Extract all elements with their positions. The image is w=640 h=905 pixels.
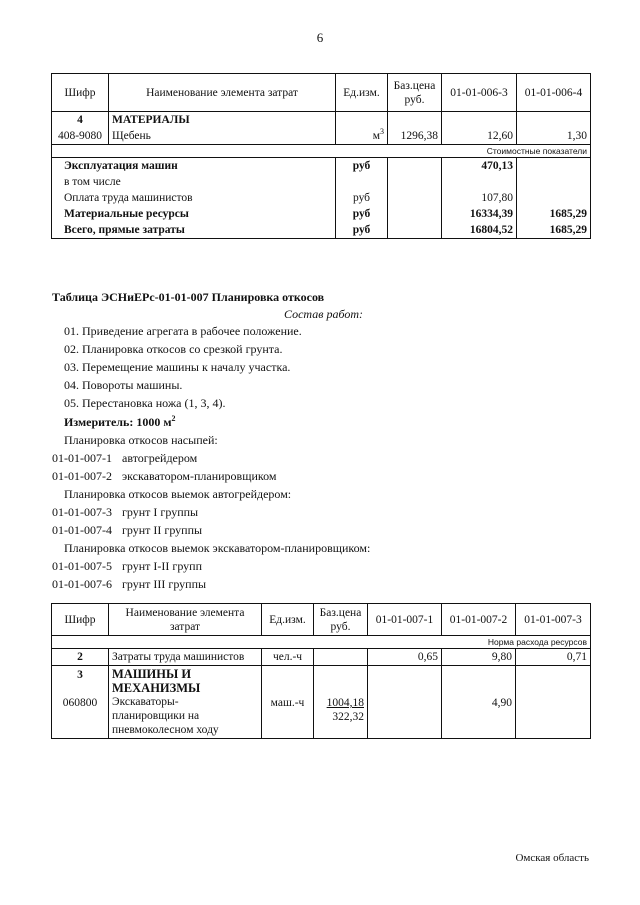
measurement-sup: 2	[171, 414, 176, 423]
header-col1: 01-01-007-1	[368, 604, 442, 636]
table-row	[52, 649, 591, 666]
list-item	[52, 521, 202, 539]
list-item	[52, 467, 276, 485]
resource-table-1	[51, 73, 591, 239]
table-row	[52, 128, 591, 145]
table-row	[52, 222, 591, 239]
cost-row-value-2	[517, 158, 591, 175]
table-row	[52, 158, 591, 175]
group-items	[52, 449, 276, 485]
row-value-2: 9,80	[442, 649, 516, 666]
header-base-price-line2: руб.	[404, 93, 425, 106]
item-code: 01-01-007-6	[52, 577, 112, 591]
list-item	[52, 449, 276, 467]
row-unit: чел.-ч	[262, 649, 314, 666]
cost-row-value-2: 1685,29	[517, 206, 591, 222]
operation-item: 05. Перестановка ножа (1, 3, 4).	[64, 396, 226, 410]
operation-item: 01. Приведение агрегата в рабочее положение.	[64, 324, 302, 338]
item-name: грунт I-II групп	[122, 559, 203, 573]
header-col2: 01-01-007-2	[442, 604, 516, 636]
measurement-text: Измеритель: 1000 м	[64, 415, 172, 429]
header-base-price	[388, 74, 442, 112]
group-items	[52, 557, 206, 593]
resource-table-2	[51, 603, 591, 739]
header-base-price-line1: Баз.цена	[393, 79, 436, 92]
header-col3: 01-01-007-3	[516, 604, 591, 636]
cost-row-name: Всего, прямые затраты	[52, 222, 336, 239]
section-code-cell	[52, 666, 109, 739]
row-unit-sup: 3	[380, 127, 384, 137]
cost-row-unit	[336, 174, 388, 190]
section-title-line2: МЕХАНИЗМЫ	[112, 681, 201, 695]
table-row	[52, 174, 591, 190]
table-row	[52, 206, 591, 222]
header-name-line1: Наименование элемента	[125, 606, 245, 619]
table-title: Таблица ЭСНиЕРс-01-01-007 Планировка откосов	[52, 290, 325, 304]
item-code: 01-01-007-5	[52, 559, 112, 573]
header-name-line2: затрат	[169, 620, 201, 633]
band-row	[52, 145, 591, 158]
operation-item: 02. Планировка откосов со срезкой грунта.	[64, 342, 283, 356]
item-code: 01-01-007-3	[52, 505, 112, 519]
group-title: Планировка откосов выемок автогрейдером:	[64, 487, 292, 501]
cost-row-value-2	[517, 174, 591, 190]
cost-row-value-1	[442, 174, 517, 190]
item-name: грунт I группы	[122, 505, 199, 519]
cost-row-value-1: 470,13	[442, 158, 517, 175]
section-number: 4	[52, 112, 109, 129]
row-name: Затраты труда машинистов	[109, 649, 262, 666]
header-col2: 01-01-006-4	[517, 74, 591, 112]
header-unit: Ед.изм.	[336, 74, 388, 112]
machine-name-line1: Экскаваторы-	[112, 696, 179, 708]
cost-row-value-2: 1685,29	[517, 222, 591, 239]
cost-row-unit: руб	[336, 190, 388, 206]
header-col1: 01-01-006-3	[442, 74, 517, 112]
row-value-1: 0,65	[368, 649, 442, 666]
measurement-unit	[64, 413, 176, 431]
table-row	[52, 190, 591, 206]
row-value-3: 0,71	[516, 649, 591, 666]
item-name: грунт III группы	[122, 577, 207, 591]
page-number: 6	[316, 30, 324, 45]
machine-name-line3: пневмоколесном ходу	[112, 724, 219, 736]
row-value-1: 12,60	[442, 128, 517, 145]
header-shifr: Шифр	[52, 74, 109, 112]
header-shifr: Шифр	[52, 604, 109, 636]
row-unit-base: м	[372, 130, 380, 142]
footer-region: Омская область	[515, 852, 589, 864]
item-code: 01-01-007-1	[52, 451, 112, 465]
machine-name-line2: планировщики на	[112, 710, 200, 722]
cost-row-value-2	[517, 190, 591, 206]
header-name: Наименование элемента затрат	[109, 74, 336, 112]
band-row	[52, 636, 591, 649]
item-name: автогрейдером	[122, 451, 198, 465]
row-unit	[336, 128, 388, 145]
cost-row-unit: руб	[336, 206, 388, 222]
header-unit: Ед.изм.	[262, 604, 314, 636]
row-code: 408-9080	[52, 128, 109, 145]
machine-value-3	[516, 666, 591, 739]
header-base-price	[314, 604, 368, 636]
cost-row-value-1: 16804,52	[442, 222, 517, 239]
cost-row-unit: руб	[336, 222, 388, 239]
cost-row-name: в том числе	[52, 174, 336, 190]
group-title: Планировка откосов выемок экскаватором-планировщиком:	[64, 541, 371, 555]
cost-row-name: Оплата труда машинистов	[52, 190, 336, 206]
operation-item: 04. Повороты машины.	[64, 378, 183, 392]
group-items	[52, 503, 202, 539]
group-title: Планировка откосов насыпей:	[64, 433, 218, 447]
cost-row-unit: руб	[336, 158, 388, 175]
table-row	[52, 666, 591, 739]
section-title-line1: МАШИНЫ И	[112, 667, 192, 681]
item-code: 01-01-007-4	[52, 523, 112, 537]
operation-item: 03. Перемещение машины к началу участка.	[64, 360, 291, 374]
machine-code: 060800	[62, 697, 98, 709]
operations-list	[64, 322, 302, 412]
header-base-price-line2: руб.	[330, 620, 351, 633]
cost-row-value-1: 16334,39	[442, 206, 517, 222]
item-name: грунт II группы	[122, 523, 203, 537]
list-item	[52, 575, 206, 593]
table-row	[52, 112, 591, 129]
band-label: Норма расхода ресурсов	[52, 636, 591, 649]
cost-row-name: Эксплуатация машин	[52, 158, 336, 175]
header-base-price-line1: Баз.цена	[319, 606, 362, 619]
machine-value-1	[368, 666, 442, 739]
row-value-2: 1,30	[517, 128, 591, 145]
list-item	[52, 503, 202, 521]
machine-value-2: 4,90	[442, 666, 516, 739]
list-item	[52, 557, 206, 575]
cost-row-value-1: 107,80	[442, 190, 517, 206]
row-shifr: 2	[52, 649, 109, 666]
band-label: Стоимостные показатели	[52, 145, 591, 158]
section-name-cell	[109, 666, 262, 739]
header-name	[109, 604, 262, 636]
item-name: экскаватором-планировщиком	[122, 469, 277, 483]
work-composition-heading: Состав работ:	[284, 307, 363, 321]
machine-price-cell	[314, 666, 368, 739]
section-number: 3	[77, 669, 83, 681]
row-name: Щебень	[109, 128, 336, 145]
machine-price-line2: 322,32	[332, 711, 364, 723]
section-title: МАТЕРИАЛЫ	[109, 112, 336, 129]
cost-row-name: Материальные ресурсы	[52, 206, 336, 222]
item-code: 01-01-007-2	[52, 469, 112, 483]
row-price: 1296,38	[388, 128, 442, 145]
machine-price-line1: 1004,18	[326, 697, 364, 709]
machine-unit: маш.-ч	[262, 666, 314, 739]
